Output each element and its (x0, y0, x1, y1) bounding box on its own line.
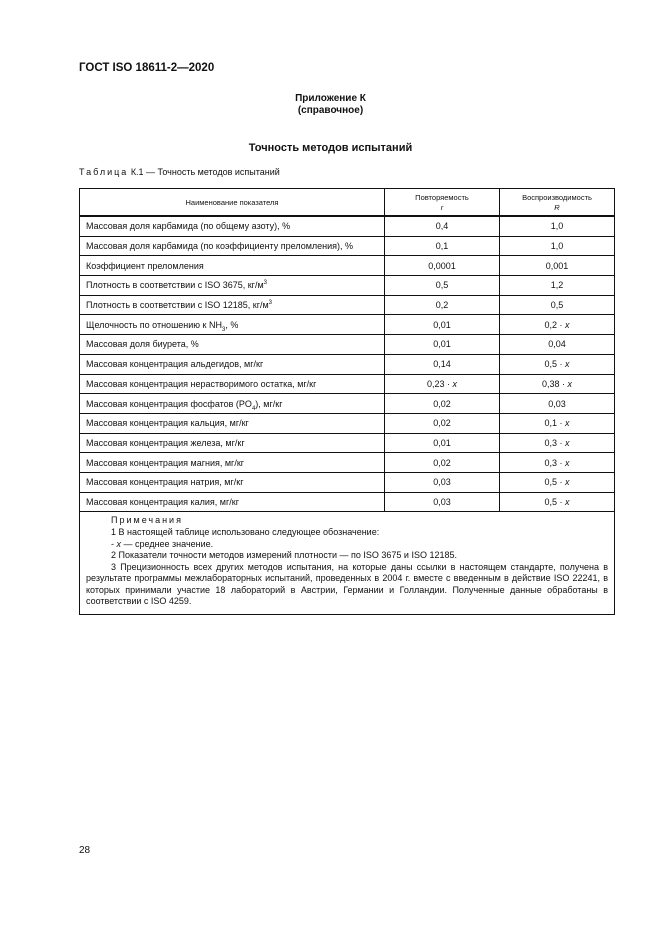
indicator-name-cell: Коэффициент преломления (80, 256, 385, 276)
note-1-definition: - x — среднее значение. (111, 538, 214, 549)
table-row (80, 276, 615, 296)
precision-table (79, 188, 615, 615)
annex-status: (справочное) (297, 105, 364, 116)
repeatability-cell: 0,02 (385, 413, 500, 433)
table-row (80, 433, 615, 453)
indicator-name-cell: Массовая концентрация натрия, мг/кг (80, 472, 385, 492)
table-row (80, 295, 615, 315)
repeatability-cell: 0,01 (385, 335, 500, 355)
repeatability-cell: 0,02 (385, 394, 500, 414)
reproducibility-cell: 0,5 (500, 295, 615, 315)
repeatability-cell: 0,1 (385, 236, 500, 256)
indicator-name-cell: Массовая доля карбамида (по общему азоту), % (80, 216, 385, 236)
repeatability-cell: 0,2 (385, 295, 500, 315)
reproducibility-cell: 0,03 (500, 394, 615, 414)
reproducibility-cell: 0,001 (500, 256, 615, 276)
indicator-name-cell: Массовая концентрация магния, мг/кг (80, 453, 385, 473)
table-row (80, 236, 615, 256)
indicator-name-cell: Массовая концентрация фосфатов $(PO_4)$, мг/кг (80, 394, 385, 414)
notes-heading: Примечания (111, 515, 183, 526)
reproducibility-cell: 1,2 (500, 276, 615, 296)
notes-row (80, 512, 615, 615)
indicator-name-cell: Плотность в соответствии с ISO 12185, $кг/м^3$ (80, 295, 385, 315)
section-title: Точность методов испытаний (248, 142, 413, 154)
column-header-label: Наименование показателя (185, 197, 279, 207)
indicator-name-cell: Массовая доля биурета, % (80, 335, 385, 355)
indicator-name-cell: Щелочность по отношению к $NH_3$, % (80, 315, 385, 335)
annex-title: Приложение К (295, 93, 366, 104)
reproducibility-cell: 0,3 · x (500, 433, 615, 453)
table-row (80, 216, 615, 236)
indicator-name-cell: Массовая концентрация кальция, мг/кг (80, 413, 385, 433)
reproducibility-cell: 1,0 (500, 236, 615, 256)
reproducibility-cell: 0,5 · x (500, 492, 615, 512)
table-caption (79, 167, 280, 177)
column-header-symbol: R (554, 202, 560, 212)
reproducibility-cell: 1,0 (500, 216, 615, 236)
table-row (80, 374, 615, 394)
table-row (80, 492, 615, 512)
repeatability-cell: 0,0001 (385, 256, 500, 276)
notes-cell (80, 512, 615, 615)
table-row (80, 256, 615, 276)
column-header-indicator (80, 189, 385, 217)
reproducibility-cell: 0,5 · x (500, 472, 615, 492)
table-row (80, 354, 615, 374)
reproducibility-cell: 0,1 · x (500, 413, 615, 433)
indicator-name-cell: Массовая доля карбамида (по коэффициенту преломления), % (80, 236, 385, 256)
note-2: 2 Показатели точности методов измерений плотности — по ISO 3675 и ISO 12185. (111, 550, 457, 561)
repeatability-cell: 0,14 (385, 354, 500, 374)
reproducibility-cell: 0,2 · x (500, 315, 615, 335)
document-code: ГОСТ ISO 18611-2—2020 (79, 62, 215, 74)
column-header-label: Повторяемость (415, 192, 469, 202)
page-number: 28 (79, 845, 91, 856)
repeatability-cell: 0,01 (385, 315, 500, 335)
column-header-label: Воспроизводимость (522, 192, 592, 202)
repeatability-cell: 0,5 (385, 276, 500, 296)
table-caption-label: Таблица (79, 167, 129, 177)
repeatability-cell: 0,02 (385, 453, 500, 473)
indicator-name-cell: Массовая концентрация альдегидов, мг/кг (80, 354, 385, 374)
indicator-name-cell: Массовая концентрация железа, мг/кг (80, 433, 385, 453)
reproducibility-cell: 0,04 (500, 335, 615, 355)
repeatability-cell: 0,03 (385, 472, 500, 492)
table-row (80, 315, 615, 335)
table-row (80, 453, 615, 473)
reproducibility-cell: 0,3 · x (500, 453, 615, 473)
reproducibility-cell: 0,5 · x (500, 354, 615, 374)
column-header-symbol: r (440, 202, 444, 212)
table-caption-text: К.1 — Точность методов испытаний (130, 167, 280, 177)
repeatability-cell: 0,01 (385, 433, 500, 453)
reproducibility-cell: 0,38 · x (500, 374, 615, 394)
indicator-name-cell: Плотность в соответствии с ISO 3675, $кг/м^3$ (80, 276, 385, 296)
repeatability-cell: 0,23 · x (385, 374, 500, 394)
table-row (80, 413, 615, 433)
table-row (80, 335, 615, 355)
repeatability-cell: 0,03 (385, 492, 500, 512)
indicator-name-cell: Массовая концентрация нерастворимого остатка, мг/кг (80, 374, 385, 394)
repeatability-cell: 0,4 (385, 216, 500, 236)
table-header-row (80, 189, 615, 217)
note-1: 1 В настоящей таблице использовано следующее обозначение: (111, 526, 380, 537)
column-header-reproducibility (500, 189, 615, 217)
column-header-repeatability (385, 189, 500, 217)
note-3: 3 Прецизионность всех других методов испытания, на которые даны ссылки в настоящем стандарте, получена в результате программы межлабораторных испытаний, проведенных в 2004 г. вместе с введенным в действие ISO 22241, в которых принимали участие 18 лабораторий в Австрии, Германии и Голландии. Полученные данные обработаны в соответствии с ISO 4259. (86, 561, 608, 607)
table-row (80, 394, 615, 414)
table-row (80, 472, 615, 492)
indicator-name-cell: Массовая концентрация калия, мг/кг (80, 492, 385, 512)
